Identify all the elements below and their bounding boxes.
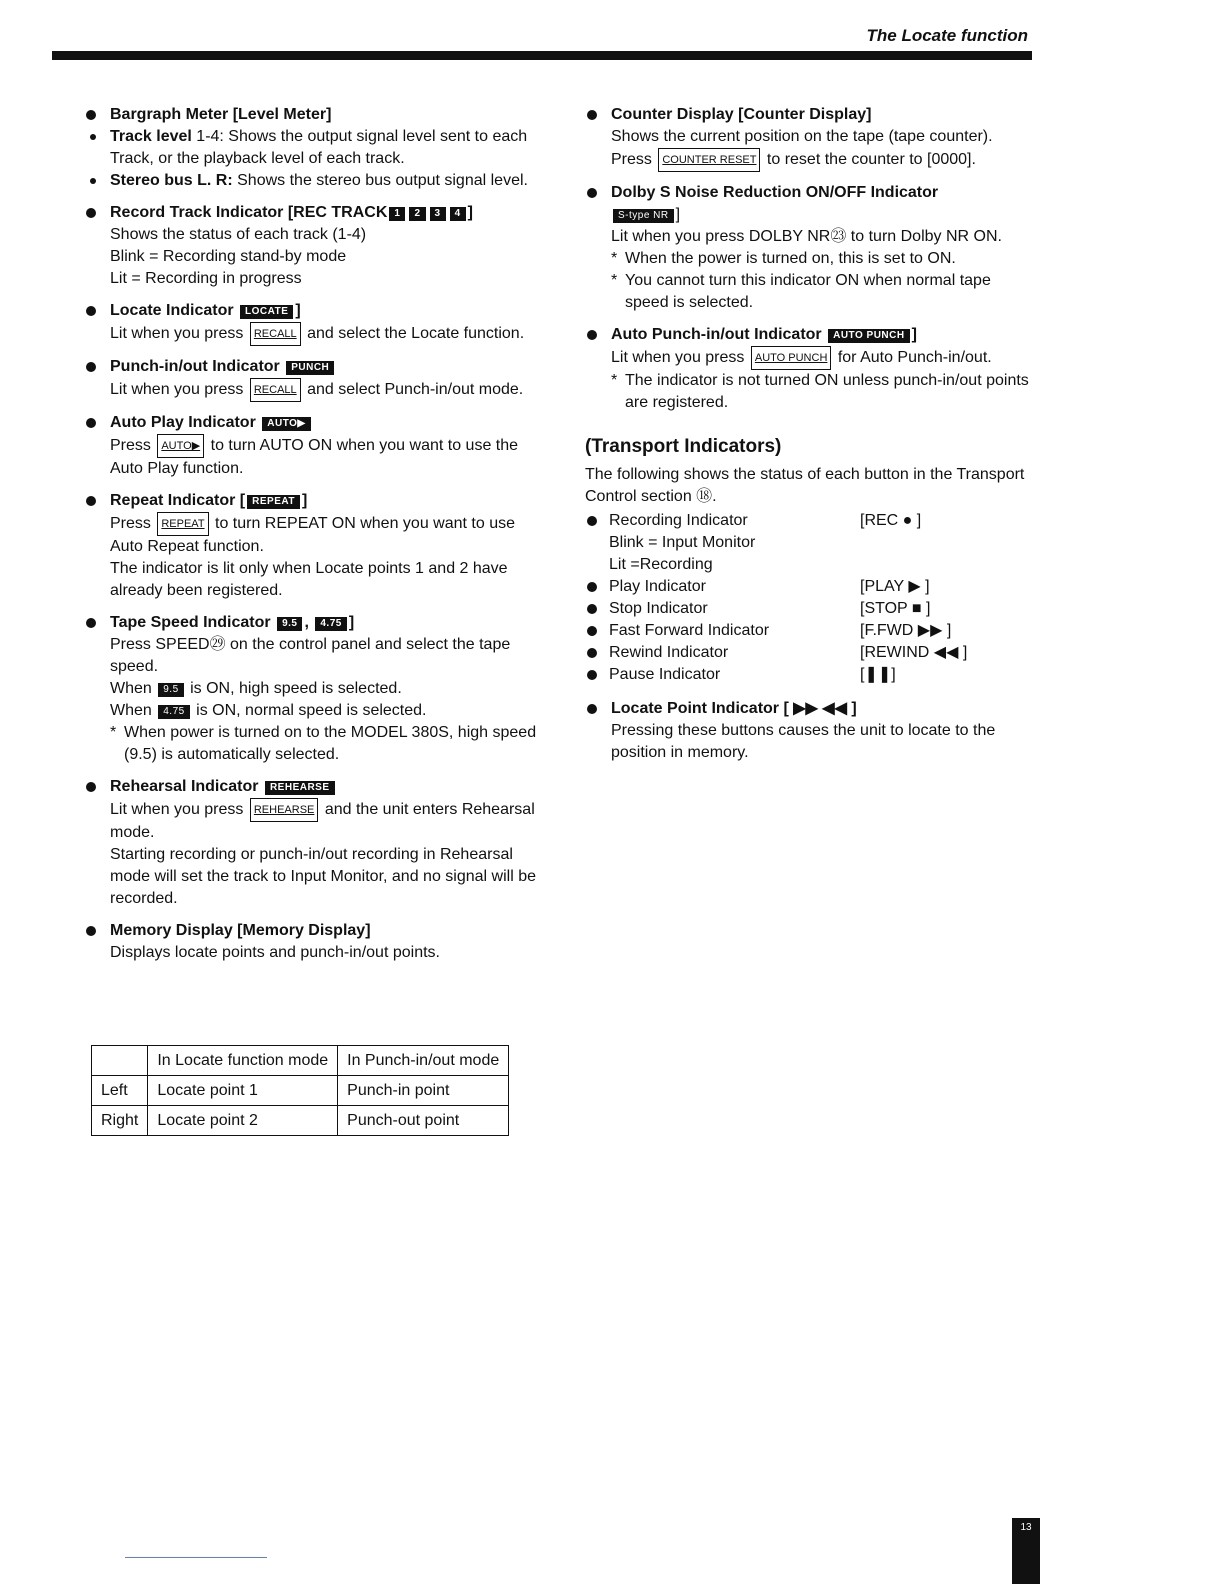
text-line — [611, 346, 1035, 370]
text: to turn AUTO ON when you want to use the Auto Play function. — [110, 437, 519, 477]
note-text: When the power is turned on, this is set to ON. — [625, 250, 956, 267]
indicator-auto: AUTO▶ — [262, 417, 310, 431]
text: to reset the counter to [0000]. — [762, 151, 976, 168]
bullet-icon — [86, 208, 96, 218]
table-cell: Punch-out point — [338, 1106, 509, 1136]
transport-row-stop — [585, 598, 1035, 620]
table-header-cell: In Locate function mode — [148, 1046, 338, 1076]
section-bargraph-meter — [84, 104, 540, 192]
transport-symbol: [REC ● ] — [860, 512, 922, 529]
left-column — [84, 104, 540, 974]
table-row — [92, 1106, 509, 1136]
asterisk: * — [611, 272, 618, 289]
indicator-track-3: 3 — [430, 207, 446, 221]
section-heading: Bargraph Meter [Level Meter] — [110, 106, 332, 123]
section-rehearsal — [84, 776, 540, 910]
key-auto: AUTO▶ — [157, 434, 204, 458]
text-line: Lit when you press DOLBY NR㉓ to turn Dolby NR ON. — [611, 228, 1002, 245]
section-tape-speed — [84, 612, 540, 766]
text: and the unit enters Rehearsal mode. — [110, 801, 535, 841]
table-cell: Locate point 2 — [148, 1106, 338, 1136]
bullet-icon — [86, 306, 96, 316]
text: Lit when you press — [110, 381, 248, 398]
text-line: Shows the status of each track (1-4) — [110, 226, 367, 243]
heading-text: Rehearsal Indicator — [110, 778, 263, 795]
section-heading: Dolby S Noise Reduction ON/OFF Indicator — [611, 184, 939, 201]
transport-symbol: [STOP ■ ] — [860, 600, 931, 617]
transport-label: Rewind Indicator — [609, 644, 729, 661]
bullet-icon — [587, 626, 597, 636]
table-header-cell: In Punch-in/out mode — [338, 1046, 509, 1076]
key-recall: RECALL — [250, 322, 301, 346]
bullet-icon — [587, 582, 597, 592]
bullet-icon — [587, 604, 597, 614]
transport-symbol: [F.FWD ▶▶ ] — [860, 622, 952, 639]
section-heading — [110, 776, 540, 798]
text-block — [110, 798, 540, 844]
bullet-icon — [86, 362, 96, 372]
section-heading — [110, 356, 540, 378]
note — [110, 722, 540, 766]
key-auto-punch: AUTO PUNCH — [751, 346, 832, 370]
asterisk: * — [110, 724, 117, 741]
section-repeat — [84, 490, 540, 602]
table-header-cell — [92, 1046, 148, 1076]
text: Lit when you press — [110, 325, 248, 342]
text: Press — [611, 151, 657, 168]
text-line — [611, 148, 1035, 172]
text-line: Blink = Input Monitor — [609, 534, 756, 551]
heading-end: ] — [675, 206, 681, 223]
transport-symbol: [REWIND ◀◀ ] — [860, 644, 968, 661]
transport-label: Stop Indicator — [609, 600, 708, 617]
text: is ON, high speed is selected. — [185, 680, 402, 697]
bullet-icon — [587, 516, 597, 526]
heading-text: Repeat Indicator [ — [110, 492, 246, 509]
note-text: You cannot turn this indicator ON when normal tape speed is selected. — [625, 272, 991, 311]
indicator-repeat: REPEAT — [247, 495, 300, 509]
section-heading: Locate Point Indicator [ ▶▶ ◀◀ ] — [611, 700, 857, 717]
transport-symbol: [PLAY ▶ ] — [860, 578, 930, 595]
section-heading: Memory Display [Memory Display] — [110, 922, 371, 939]
text: Lit when you press — [110, 801, 248, 818]
page-number-tab: 13 — [1012, 1518, 1040, 1584]
text-block: Pressing these buttons causes the unit to locate to the position in memory. — [611, 722, 996, 761]
text: When — [110, 702, 157, 719]
bullet-icon — [587, 648, 597, 658]
indicator-locate: LOCATE — [240, 305, 293, 319]
bullet-icon — [86, 496, 96, 506]
table-cell: Left — [92, 1076, 148, 1106]
text-line — [110, 678, 540, 700]
transport-row-fast-forward — [585, 620, 1035, 642]
indicator-speed-high: 9.5 — [158, 683, 183, 697]
key-repeat: REPEAT — [157, 512, 208, 536]
section-heading: Counter Display [Counter Display] — [611, 106, 872, 123]
section-locate-indicator — [84, 300, 540, 346]
text: Press — [110, 437, 156, 454]
transport-intro: The following shows the status of each button in the Transport Control section ⑱. — [585, 466, 1025, 505]
sub-text: 1-4: Shows the output signal level sent to each Track, or the playback level of each track. — [110, 128, 528, 167]
note-text: The indicator is not turned ON unless punch-in/out points are registered. — [625, 372, 1029, 411]
bullet-icon — [86, 926, 96, 936]
section-record-track — [84, 202, 540, 290]
table-cell: Right — [92, 1106, 148, 1136]
bullet-icon — [86, 110, 96, 120]
separator: , — [304, 614, 314, 631]
table-row — [92, 1076, 509, 1106]
transport-row-recording-detail — [585, 554, 1035, 576]
transport-row-pause — [585, 664, 1035, 686]
key-rehearse: REHEARSE — [250, 798, 319, 822]
bullet-icon — [587, 704, 597, 714]
transport-label: Recording Indicator — [609, 512, 748, 529]
header-rule — [52, 51, 1032, 60]
heading-end: ] — [295, 302, 301, 319]
transport-row-recording-detail — [585, 532, 1035, 554]
footer-line — [125, 1557, 267, 1558]
memory-table — [91, 1045, 509, 1136]
heading-text: Locate Indicator — [110, 302, 239, 319]
note — [611, 270, 1035, 314]
text-line: Shows the current position on the tape (tape counter). — [611, 128, 993, 145]
section-memory-display — [84, 920, 540, 964]
page-header-title: The Locate function — [866, 26, 1028, 45]
transport-label: Fast Forward Indicator — [609, 622, 770, 639]
table-cell: Punch-in point — [338, 1076, 509, 1106]
heading-text: Punch-in/out Indicator — [110, 358, 285, 375]
section-auto-punch — [585, 324, 1035, 414]
bullet-icon — [86, 418, 96, 428]
section-heading — [110, 300, 540, 322]
note — [611, 248, 1035, 270]
indicator-speed-normal: 4.75 — [158, 705, 189, 719]
sub-item-track-level — [86, 126, 540, 170]
heading-end: ] — [911, 326, 917, 343]
indicator-track-2: 2 — [409, 207, 425, 221]
sub-item-stereo-bus — [86, 170, 540, 192]
text-block — [110, 378, 540, 402]
text-block: Starting recording or punch-in/out recording in Rehearsal mode will set the track to Input Monitor, and no signal will be recorded. — [110, 846, 536, 907]
transport-label: Play Indicator — [609, 578, 706, 595]
transport-row-play — [585, 576, 1035, 598]
table-header-row — [92, 1046, 509, 1076]
indicator-s-type-nr: S-type NR — [613, 209, 674, 223]
text: and select the Locate function. — [302, 325, 525, 342]
sub-text: Shows the stereo bus output signal level. — [232, 172, 528, 189]
heading-text: Auto Punch-in/out Indicator — [611, 326, 827, 343]
bullet-icon — [86, 782, 96, 792]
indicator-line — [611, 204, 1035, 226]
bullet-icon — [86, 618, 96, 628]
text-block: Displays locate points and punch-in/out points. — [110, 944, 440, 961]
heading-end: ] — [348, 614, 355, 631]
heading-end: ] — [301, 492, 308, 509]
section-heading — [110, 202, 540, 224]
sub-label: Stereo bus L. R: — [110, 172, 233, 189]
heading-end: ] — [467, 204, 473, 221]
text: to turn REPEAT ON when you want to use Auto Repeat function. — [110, 515, 515, 555]
note — [611, 370, 1035, 414]
text: and select Punch-in/out mode. — [302, 381, 524, 398]
section-dolby-nr — [585, 182, 1035, 314]
indicator-rehearse: REHEARSE — [265, 781, 335, 795]
text-line: Blink = Recording stand-by mode — [110, 248, 347, 265]
indicator-track-4: 4 — [450, 207, 466, 221]
text-block — [110, 434, 540, 480]
indicator-speed-normal: 4.75 — [315, 617, 346, 631]
indicator-track-1: 1 — [389, 207, 405, 221]
transport-label: Pause Indicator — [609, 666, 721, 683]
table-cell: Locate point 1 — [148, 1076, 338, 1106]
section-counter-display — [585, 104, 1035, 172]
transport-section-title: (Transport Indicators) — [585, 436, 782, 457]
asterisk: * — [611, 250, 618, 267]
indicator-auto-punch: AUTO PUNCH — [828, 329, 909, 343]
heading-text: Record Track Indicator [REC TRACK — [110, 204, 388, 221]
section-punch-indicator — [84, 356, 540, 402]
text-line: Lit = Recording in progress — [110, 270, 302, 287]
transport-row-rewind — [585, 642, 1035, 664]
indicator-punch: PUNCH — [286, 361, 334, 375]
bullet-icon — [587, 188, 597, 198]
small-bullet-icon — [90, 134, 96, 140]
transport-row-recording — [585, 510, 1035, 532]
text-block — [110, 322, 540, 346]
section-heading — [110, 412, 540, 434]
text: When — [110, 680, 157, 697]
section-auto-play — [84, 412, 540, 480]
text: Lit when you press — [611, 349, 749, 366]
key-recall: RECALL — [250, 378, 301, 402]
heading-text: Tape Speed Indicator — [110, 614, 276, 631]
section-heading — [110, 612, 540, 634]
sub-label: Track level — [110, 128, 192, 145]
bullet-icon — [587, 330, 597, 340]
section-heading — [110, 490, 540, 512]
text-line: Lit =Recording — [609, 556, 713, 573]
section-heading — [611, 324, 1035, 346]
bullet-icon — [587, 670, 597, 680]
section-locate-point — [585, 698, 1035, 764]
right-column — [585, 104, 1035, 774]
transport-symbol: [❚❚] — [860, 666, 896, 683]
asterisk: * — [611, 372, 618, 389]
small-bullet-icon — [90, 178, 96, 184]
text-block — [110, 512, 540, 558]
bullet-icon — [587, 110, 597, 120]
note-text: When power is turned on to the MODEL 380S, high speed (9.5) is automatically selected. — [124, 724, 537, 763]
text-block: Press SPEED㉙ on the control panel and select the tape speed. — [110, 636, 511, 675]
key-counter-reset: COUNTER RESET — [658, 148, 760, 172]
text: is ON, normal speed is selected. — [191, 702, 427, 719]
heading-text: Auto Play Indicator — [110, 414, 261, 431]
text-line — [110, 700, 540, 722]
indicator-speed-high: 9.5 — [277, 617, 302, 631]
text: Press — [110, 515, 156, 532]
text: for Auto Punch-in/out. — [833, 349, 992, 366]
text-block: The indicator is lit only when Locate points 1 and 2 have already been registered. — [110, 560, 508, 599]
